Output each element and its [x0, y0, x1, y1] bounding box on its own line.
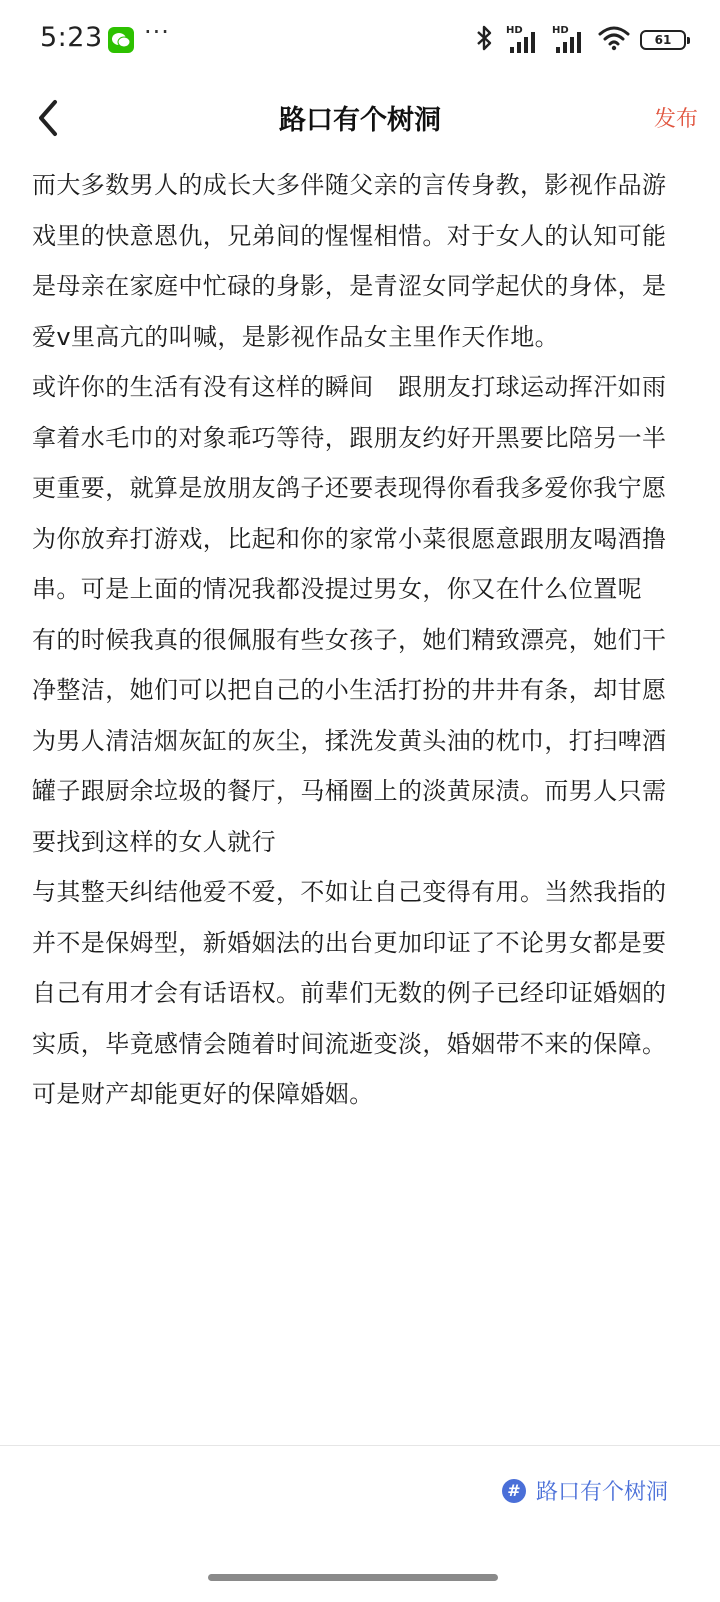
- nav-bar: [0, 82, 720, 152]
- article-paragraph-4: 与其整天纠结他爱不爱，不如让自己变得有用。当然我指的并不是保姆型，新婚姻法的出台更加印证了不论男女都是要自己有用才会有话语权。前辈们无数的例子已经印证婚姻的实质，毕竟感情会随着时间流逝变淡，婚姻带不来的保障。可是财产却能更好的保障婚姻。: [32, 878, 667, 1108]
- footer-divider: [0, 1445, 720, 1446]
- signal-strength-icon-2: [552, 25, 588, 55]
- signal-hd-label: HD: [506, 25, 523, 36]
- topic-label: 路口有个树洞: [535, 1480, 668, 1505]
- bluetooth-icon: [474, 24, 496, 56]
- wifi-icon: [598, 25, 630, 55]
- status-icons: [474, 22, 686, 58]
- battery-icon: 61: [640, 30, 686, 50]
- status-bar: [0, 0, 720, 82]
- article-body[interactable]: [32, 160, 677, 1120]
- status-time: 5:23: [40, 22, 103, 53]
- signal-hd-label-2: HD: [552, 25, 569, 36]
- hashtag-icon: #: [502, 1479, 526, 1503]
- home-indicator[interactable]: [208, 1574, 498, 1581]
- signal-strength-icon: [506, 25, 542, 55]
- article-paragraph-3: 有的时候我真的很佩服有些女孩子，她们精致漂亮，她们干净整洁，她们可以把自己的小生活打扮的井井有条，却甘愿为男人清洁烟灰缸的灰尘，揉洗发黄头油的枕巾，打扫啤酒罐子跟厨余垃圾的餐厅，马桶圈上的淡黄尿渍。而男人只需要找到这样的女人就行: [32, 625, 667, 856]
- status-more-icon: ···: [144, 18, 170, 46]
- article-paragraph-2: 或许你的生活有没有这样的瞬间 跟朋友打球运动挥汗如雨拿着水毛巾的对象乖巧等待，跟朋友约好开黑要比陪另一半更重要，就算是放朋友鸽子还要表现得你看我多爱你我宁愿为你放弃打游戏，比起和你的家常小菜很愿意跟朋友喝酒撸串。可是上面的情况我都没提过男女，你又在什么位置呢: [32, 373, 667, 603]
- article-paragraph-1: 而大多数男人的成长大多伴随父亲的言传身教，影视作品游戏里的快意恩仇，兄弟间的惺惺相惜。对于女人的认知可能是母亲在家庭中忙碌的身影，是青涩女同学起伏的身体，是爱v里高亢的叫喊，是影视作品女主里作天作地。: [32, 171, 667, 351]
- page-title: 路口有个树洞: [279, 105, 441, 136]
- topic-tag[interactable]: [502, 1475, 668, 1506]
- publish-button[interactable]: 发布: [653, 107, 698, 132]
- wechat-icon: [108, 27, 134, 53]
